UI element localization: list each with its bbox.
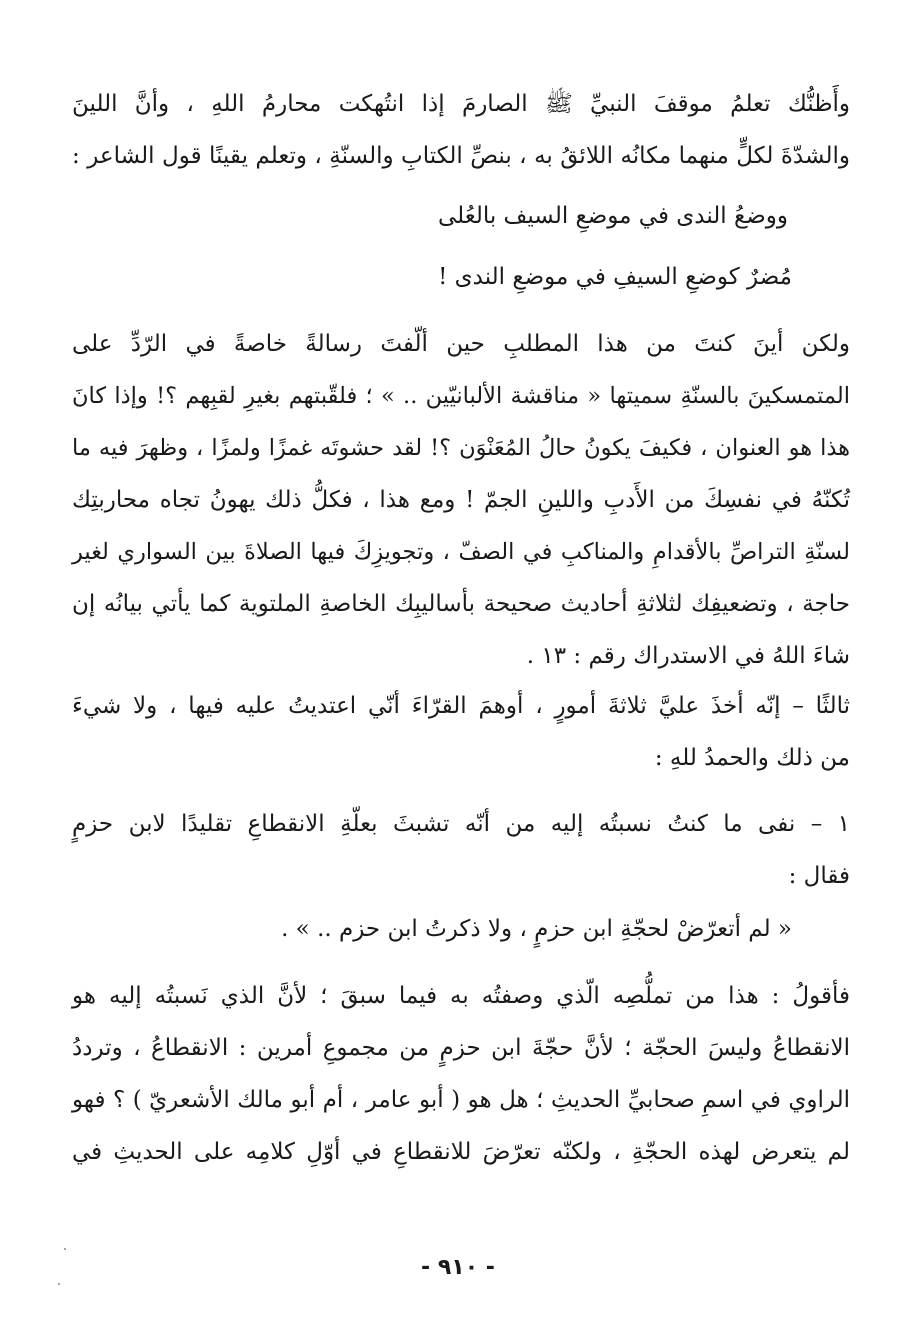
text-line: فأقولُ : هذا من تملُّصِه الّذي وصفتُه به فيما سبقَ ؛ لأنَّ الذي نَسبتُه إليه هو: [72, 983, 850, 1009]
text-line: هذا هو العنوان ، فكيفَ يكونُ حالُ المُعَنْوَن ؟! لقد حشوتَه غمزًا ولمزًا ، وظهرَ فيه ما: [72, 435, 850, 461]
paragraph-point-one: [72, 798, 850, 902]
quoted-statement: « لم أتعرّضْ لحجّةِ ابن حزمٍ ، ولا ذكرتُ ابن حزم .. » .: [281, 916, 792, 942]
text-line: ثالثًا – إنّه أخذَ عليَّ ثلاثةَ أمورٍ ، أوهمَ القرّاءَ أنّي اعتديتُ عليه فيها ، ولا شيءَ: [72, 693, 850, 719]
page-number: - ٩١٠ -: [421, 1255, 495, 1280]
paragraph-rebuttal: [72, 318, 850, 682]
scan-speck: [64, 1248, 66, 1250]
text-line: حاجة ، وتضعيفِك لثلاثةِ أحاديث صحيحة بأساليبِك الخاصةِ الملتوية كما يأتي بيانُه إن: [72, 591, 850, 617]
text-line: والشدّةَ لكلٍّ منهما مكانُه اللائقُ به ، بنصِّ الكتابِ والسنّةِ ، وتعلم يقينًا قول الشاعر :: [72, 143, 850, 169]
text-line: المتمسكينَ بالسنّةِ سميتها « مناقشة الألبانيّين .. » ؛ فلقّبتهم بغيرِ لقبِهم ؟! وإذا كانَ: [72, 383, 850, 409]
poem-line-2: مُضرٌ كوضعِ السيفِ في موضعِ الندى !: [438, 264, 792, 290]
paragraph-response: [72, 970, 850, 1178]
text-line: فقال :: [788, 863, 850, 889]
text-line: الانقطاعُ وليسَ الحجّة ؛ لأنَّ حجّةَ ابن حزمٍ من مجموعِ أمرين : الانقطاعُ ، وترددُ: [72, 1035, 850, 1061]
text-line: الراوي في اسمِ صحابيِّ الحديثِ ؛ هل هو ( أبو عامر ، أم أبو مالك الأشعريّ ) ؟ فهو: [72, 1087, 850, 1113]
text-line: ١ – نفى ما كنتُ نسبتُه إليه من أنّه تشبثَ بعلّةِ الانقطاعِ تقليدًا لابن حزمٍ: [72, 811, 850, 837]
text-line: من ذلك والحمدُ للهِ :: [654, 745, 850, 771]
scan-speck: [58, 1283, 60, 1285]
text-line: ولكن أينَ كنتَ من هذا المطلبِ حين ألّفتَ رسالةً خاصةً في الرّدِّ على: [72, 331, 850, 357]
text-line: تُكنّهُ في نفسِكَ من الأَدبِ واللينِ الجمّ ! ومع هذا ، فكلُّ ذلك يهونُ تجاه محاربتِك: [72, 487, 850, 513]
poem-line-1: ووضعُ الندى في موضعِ السيف بالعُلى: [437, 203, 788, 229]
text-line: لم يتعرض لهذه الحجّةِ ، ولكنّه تعرّضَ للانقطاعِ في أوّلِ كلامِه على الحديثِ في: [72, 1139, 850, 1165]
paragraph-opening: [72, 78, 850, 182]
text-line: وأَظنُّك تعلمُ موقفَ النبيِّ ﷺ الصارمَ إذا انتُهكت محارمُ اللهِ ، وأنَّ اللينَ: [72, 91, 850, 117]
text-line: شاءَ اللهُ في الاستدراك رقم : ١٣ .: [526, 643, 850, 669]
paragraph-thirdly: [72, 680, 850, 784]
text-line: لسنّةِ التراصِّ بالأقدامِ والمناكبِ في الصفّ ، وتجويزِكَ فيها الصلاةَ بين السواري لغير: [72, 539, 850, 565]
